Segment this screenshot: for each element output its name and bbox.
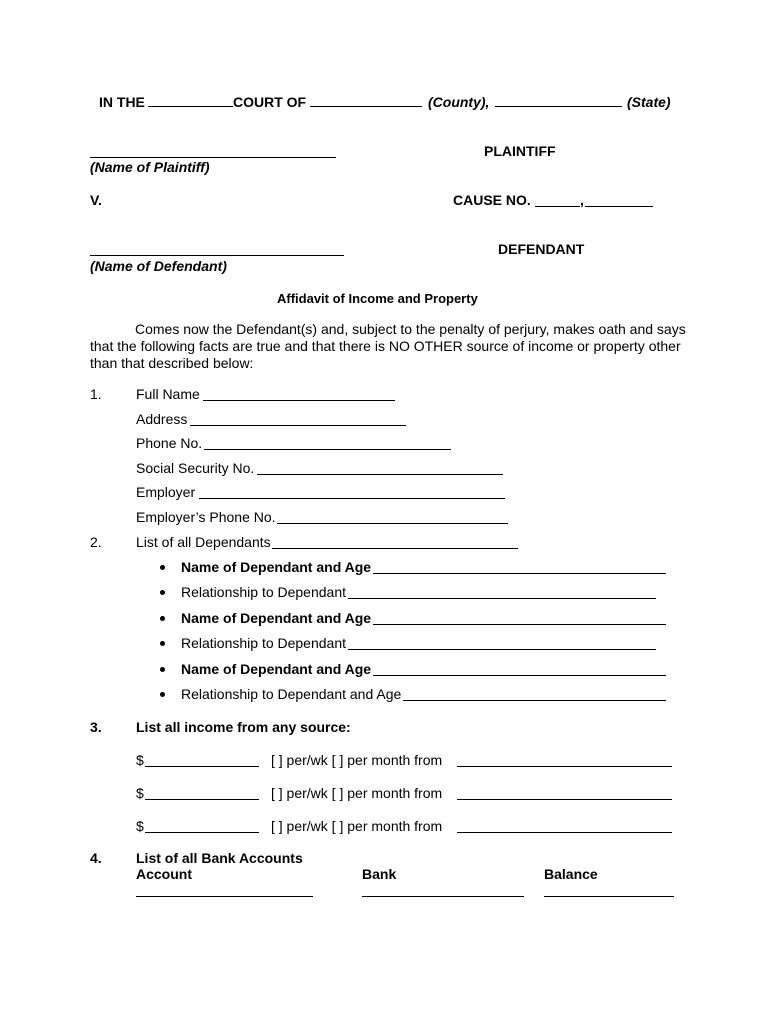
section-2-number: 2. xyxy=(90,534,102,550)
plaintiff-label: PLAINTIFF xyxy=(484,143,556,159)
bank-accounts-label: List of all Bank Accounts xyxy=(136,850,303,866)
income-3-dollar: $ xyxy=(136,818,144,834)
section-3-number: 3. xyxy=(90,719,102,735)
dependant-2-name-field[interactable] xyxy=(373,624,666,625)
ssn-label: Social Security No. xyxy=(136,460,255,476)
income-1-dollar: $ xyxy=(136,752,144,768)
dependant-2-relationship-label: Relationship to Dependant xyxy=(181,635,347,651)
dependant-3-relationship-field[interactable] xyxy=(403,700,666,701)
employer-phone-label: Employer’s Phone No. xyxy=(136,509,276,525)
county-label: (County), xyxy=(428,94,490,110)
income-3-source-field[interactable] xyxy=(457,832,672,833)
section-1-number: 1. xyxy=(90,386,102,402)
account-field[interactable] xyxy=(136,896,313,897)
dependant-3-name-label: Name of Dependant and Age xyxy=(181,661,372,677)
dependant-3-name-field[interactable] xyxy=(373,675,666,676)
dependants-field[interactable] xyxy=(272,548,518,549)
bullet-icon xyxy=(160,641,165,646)
plaintiff-name-blank[interactable] xyxy=(90,157,336,158)
bullet-icon xyxy=(160,590,165,595)
income-3-frequency[interactable]: [ ] per/wk [ ] per month from xyxy=(271,818,443,834)
state-label: (State) xyxy=(627,94,671,110)
full-name-label: Full Name xyxy=(136,386,200,402)
bank-column-header: Bank xyxy=(362,866,397,882)
employer-field[interactable] xyxy=(199,498,505,499)
intro-text: Comes now the Defendant(s) and, subject to the penalty of perjury, makes oath and says that the following facts are true and that there is NO OTHER source of income or property other than that described below: xyxy=(90,321,686,371)
income-1-frequency[interactable]: [ ] per/wk [ ] per month from xyxy=(271,752,443,768)
dependant-2-name-label: Name of Dependant and Age xyxy=(181,610,372,626)
income-1-source-field[interactable] xyxy=(457,766,672,767)
bullet-icon xyxy=(160,692,165,697)
county-blank[interactable] xyxy=(495,106,622,107)
ssn-field[interactable] xyxy=(257,474,503,475)
address-label: Address xyxy=(136,411,188,427)
defendant-name-blank[interactable] xyxy=(90,255,344,256)
plaintiff-name-label: (Name of Plaintiff) xyxy=(90,159,210,175)
intro-paragraph xyxy=(90,321,690,372)
income-2-dollar: $ xyxy=(136,785,144,801)
cause-no-label: CAUSE NO. xyxy=(453,192,531,208)
income-1-amount-field[interactable] xyxy=(145,766,259,767)
dependant-2-relationship-field[interactable] xyxy=(348,649,656,650)
bank-field[interactable] xyxy=(362,896,524,897)
income-2-source-field[interactable] xyxy=(457,799,672,800)
dependant-1-name-field[interactable] xyxy=(373,573,666,574)
employer-phone-field[interactable] xyxy=(277,523,508,524)
versus-label: V. xyxy=(90,192,102,208)
phone-no-label: Phone No. xyxy=(136,435,203,451)
dependant-1-relationship-field[interactable] xyxy=(348,598,656,599)
income-2-frequency[interactable]: [ ] per/wk [ ] per month from xyxy=(271,785,443,801)
income-2-amount-field[interactable] xyxy=(145,799,259,800)
bullet-icon xyxy=(160,565,165,570)
income-label: List all income from any source: xyxy=(136,719,351,735)
income-3-amount-field[interactable] xyxy=(145,832,259,833)
court-label-court-of: COURT OF xyxy=(233,94,307,110)
dependant-1-relationship-label: Relationship to Dependant xyxy=(181,584,347,600)
bullet-icon xyxy=(160,616,165,621)
balance-field[interactable] xyxy=(544,896,674,897)
bullet-icon xyxy=(160,667,165,672)
cause-no-blank-2[interactable] xyxy=(585,206,653,207)
court-name-blank[interactable] xyxy=(148,106,233,107)
dependant-1-name-label: Name of Dependant and Age xyxy=(181,559,372,575)
full-name-field[interactable] xyxy=(203,400,395,401)
defendant-name-label: (Name of Defendant) xyxy=(90,258,227,274)
court-label-in-the: IN THE xyxy=(99,94,145,110)
dependants-label: List of all Dependants xyxy=(136,534,271,550)
cause-no-blank-1[interactable] xyxy=(535,206,580,207)
section-4-number: 4. xyxy=(90,850,102,866)
dependant-3-relationship-label: Relationship to Dependant and Age xyxy=(181,686,402,702)
phone-no-field[interactable] xyxy=(204,449,451,450)
defendant-label: DEFENDANT xyxy=(498,241,585,257)
cause-no-separator: , xyxy=(580,192,584,208)
employer-label: Employer xyxy=(136,484,196,500)
account-column-header: Account xyxy=(136,866,192,882)
balance-column-header: Balance xyxy=(544,866,598,882)
court-of-blank[interactable] xyxy=(310,106,422,107)
address-field[interactable] xyxy=(190,425,406,426)
document-title: Affidavit of Income and Property xyxy=(277,291,478,306)
